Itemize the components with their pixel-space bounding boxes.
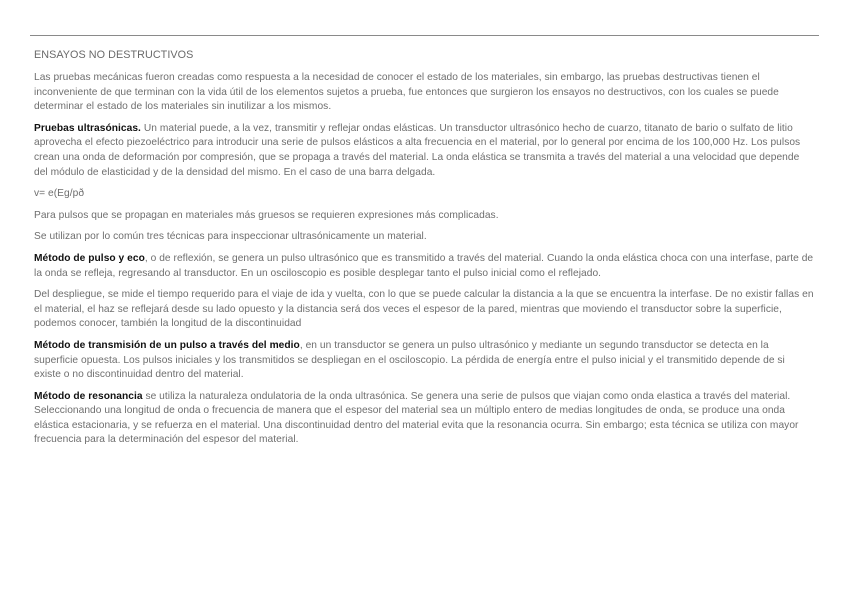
resonance-text: se utiliza la naturaleza ondulatoria de la onda ultrasónica. Se genera una serie de pulsos que viajan como onda elastica a través del material. Seleccionando una longitud de onda o frecuencia de manera que el espesor del material sea un múltiplo entero de medias longitudes de onda, se produce una onda elástica estacionaria, y se refuerza en el material. Una discontinuidad dentro del material evita que la resonancia ocurra. Sin embargo; esta técnica se utiliza con mayor frecuencia para la determinación del espesor del material. (34, 390, 799, 446)
transmission-heading: Método de transmisión de un pulso a través del medio (34, 339, 300, 351)
document-body (34, 48, 814, 455)
techniques-paragraph: Se utilizan por lo común tres técnicas para inspeccionar ultrasónicamente un material. (34, 231, 427, 243)
transmission-text: , en un transductor se genera un pulso ultrasónico y mediante un segundo transductor se detecta en la superficie opuesta. Los pulsos iniciales y los transmitidos se despliegan en el osciloscopio. La pérdida de energía entre el pulso inicial y el transmitido depende de si existe o no discontinuidad dentro del material. (34, 339, 785, 381)
ultrasonic-heading: Pruebas ultrasónicas. (34, 122, 141, 134)
ultrasonic-paragraph (34, 122, 814, 180)
pulse-echo-text: , o de reflexión, se genera un pulso ultrasónico que es transmitido a través del material. Cuando la onda elástica choca con una interfase, parte de la onda se refleja, regresando al transductor. En un osciloscopio es posible desplegar tanto el pulso inicial como el reflejado. (34, 252, 814, 279)
document-title: ENSAYOS NO DESTRUCTIVOS (34, 49, 194, 61)
header-divider (30, 35, 819, 36)
pulse-echo-heading: Método de pulso y eco (34, 252, 145, 264)
thicker-materials-paragraph: Para pulsos que se propagan en materiales más gruesos se requieren expresiones más complicadas. (34, 209, 499, 221)
display-paragraph: Del despliegue, se mide el tiempo requerido para el viaje de ida y vuelta, con lo que se puede calcular la distancia a la que se encuentra la interfase. De no existir fallas en el material, el haz se reflejará desde su lado opuesto y la distancia será dos veces el espesor de la pared, mientras que moviendo el transductor sobre la superficie, podemos conocer, también la longitud de la discontinuidad (34, 289, 814, 330)
formula-line: v= e(Eg/pð (34, 188, 85, 200)
transmission-paragraph (34, 339, 814, 383)
resonance-heading: Método de resonancia (34, 390, 143, 402)
intro-paragraph: Las pruebas mecánicas fueron creadas como respuesta a la necesidad de conocer el estado de los materiales, sin embargo, las pruebas destructivas tienen el inconveniente de que terminan con la vida útil de los elementos sujetos a prueba, fue entonces que surgieron los ensayos no destructivos, con los cuales se puede determinar el estado de los materiales sin inutilizar a los mismos. (34, 72, 779, 113)
resonance-paragraph (34, 390, 814, 448)
pulse-echo-paragraph (34, 252, 814, 281)
ultrasonic-text: Un material puede, a la vez, transmitir y reflejar ondas elásticas. Un transductor ultrasónico hecho de cuarzo, titanato de bario o sulfato de litio aprovecha el efecto piezoeléctrico para introducir una serie de pulsos elásticos a alta frecuencia en el material, por lo general por encima de los 100,000 Hz. Los pulsos crean una onda de deformación por compresión, que se propaga a través del material. La onda elástica se transmita a través del material a una velocidad que depende del módulo de elasticidad y de la densidad del mismo. En el caso de una barra delgada. (34, 122, 801, 178)
